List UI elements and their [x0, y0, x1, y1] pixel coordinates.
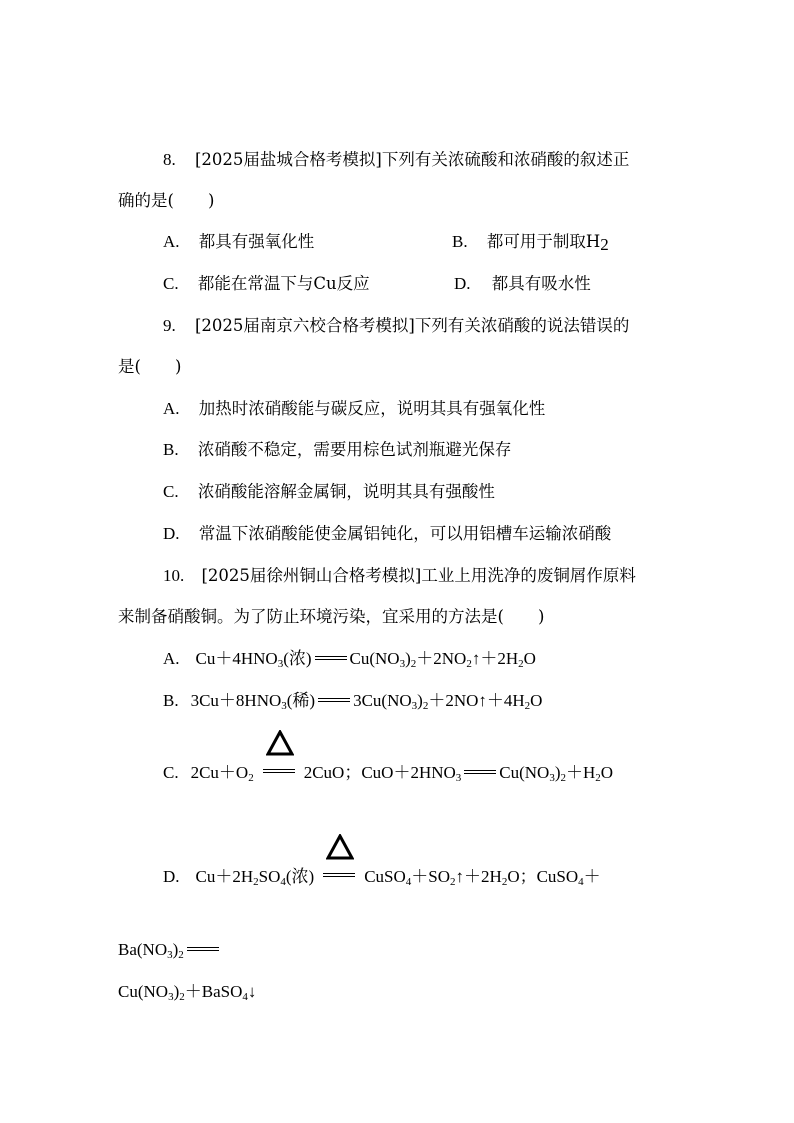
equals-sign	[187, 947, 219, 951]
equals-sign	[315, 656, 347, 660]
q9-source: [2025届南京六校合格考模拟]	[195, 316, 415, 335]
q10-option-c-label: C.	[163, 763, 179, 782]
q8-option-a-label: A.	[163, 232, 180, 251]
q8-number: 8.	[163, 150, 176, 169]
q8-option-b-label: B.	[452, 232, 468, 251]
q10-option-b-label: B.	[163, 691, 179, 710]
q10-source: [2025届徐州铜山合格考模拟]	[201, 566, 422, 585]
q9-option-b	[163, 440, 511, 460]
q9-option-b-label: B.	[163, 440, 179, 459]
q10-option-d-cont1: $Ba(NO_3)_2$	[118, 940, 222, 960]
q9-option-b-text: 浓硝酸不稳定，需要用棕色试剂瓶避光保存	[197, 440, 512, 459]
q8-row2	[163, 274, 370, 294]
q8-stem-cont: 确的是(	[118, 191, 174, 210]
q8-row1	[163, 232, 314, 252]
q8-row2-d	[454, 274, 591, 294]
q9-option-a	[163, 399, 545, 419]
q8-option-c: 都能在常温下与Cu反应	[197, 274, 370, 293]
q10-option-d-label: D.	[163, 867, 180, 886]
q10-option-b: B. $3Cu+8HNO_3$(稀) $3Cu(NO_3)_2+2NO↑+4H_2O$	[163, 691, 543, 712]
q8-option-b: 都可用于制取H	[486, 232, 601, 251]
q8-stem: 下列有关浓硫酸和浓硝酸的叙述正	[381, 150, 630, 169]
q8-option-b-sub: 2	[600, 235, 609, 254]
q10-option-d-cont2: $Cu(NO_3)_2+BaSO_4↓$	[118, 982, 257, 1003]
q8-stem-line1	[163, 150, 629, 170]
q8-option-a: 都具有强氧化性	[198, 232, 315, 251]
q10-option-a: A. $Cu+4HNO_3$(浓) $Cu(NO_3)_2+2NO_2↑+2H_2O$	[163, 649, 536, 670]
q9-option-a-text: 加热时浓硝酸能与碳反应，说明其具有强氧化性	[198, 399, 546, 418]
heat-condition	[320, 868, 358, 882]
q8-option-d-label: D.	[454, 274, 471, 293]
q9-stem-line1	[163, 316, 629, 336]
q10-option-c: C. $2Cu+O_2$ 2CuO；$CuO+2HNO_3$ $Cu(NO_3)_2+H_2O$	[163, 763, 613, 783]
q8-option-d: 都具有吸水性	[491, 274, 591, 293]
q8-option-c-label: C.	[163, 274, 179, 293]
q9-stem-cont: 是(	[118, 357, 141, 376]
q9-option-d-label: D.	[163, 524, 180, 543]
equals-sign	[464, 770, 496, 774]
q10-close-paren: )	[537, 607, 545, 626]
q8-source: [2025届盐城合格考模拟]	[195, 150, 382, 169]
q10-stem-line1	[163, 566, 636, 586]
q10-stem-cont: 来制备硝酸铜。为了防止环境污染，宜采用的方法是(	[118, 607, 504, 626]
q10-number: 10.	[163, 566, 185, 585]
q8-close-paren: )	[207, 191, 215, 210]
equals-sign	[318, 698, 350, 702]
q10-stem-line2	[118, 607, 544, 627]
q9-option-c	[163, 482, 495, 502]
q9-option-d	[163, 524, 611, 544]
q9-stem: 下列有关浓硝酸的说法错误的	[414, 316, 630, 335]
q8-stem-line2	[118, 191, 214, 211]
q9-close-paren: )	[174, 357, 182, 376]
q10-stem: 工业上用洗净的废铜屑作原料	[421, 566, 636, 585]
q10-option-d: D. $Cu+2H_2SO_4$(浓) $CuSO_4+SO_2↑+2H_2O$；CuSO$_4$＋	[163, 867, 601, 887]
q9-number: 9.	[163, 316, 176, 335]
delta-icon	[326, 834, 354, 860]
q9-stem-line2	[118, 357, 181, 377]
q10-option-a-label: A.	[163, 649, 180, 668]
q9-option-c-label: C.	[163, 482, 179, 501]
q9-option-c-text: 浓硝酸能溶解金属铜，说明其具有强酸性	[197, 482, 495, 501]
delta-icon	[266, 730, 294, 756]
heat-condition	[260, 764, 298, 778]
q9-option-d-text: 常温下浓硝酸能使金属铝钝化，可以用铝槽车运输浓硝酸	[198, 524, 612, 543]
q8-row1-b	[452, 232, 609, 252]
q9-option-a-label: A.	[163, 399, 180, 418]
